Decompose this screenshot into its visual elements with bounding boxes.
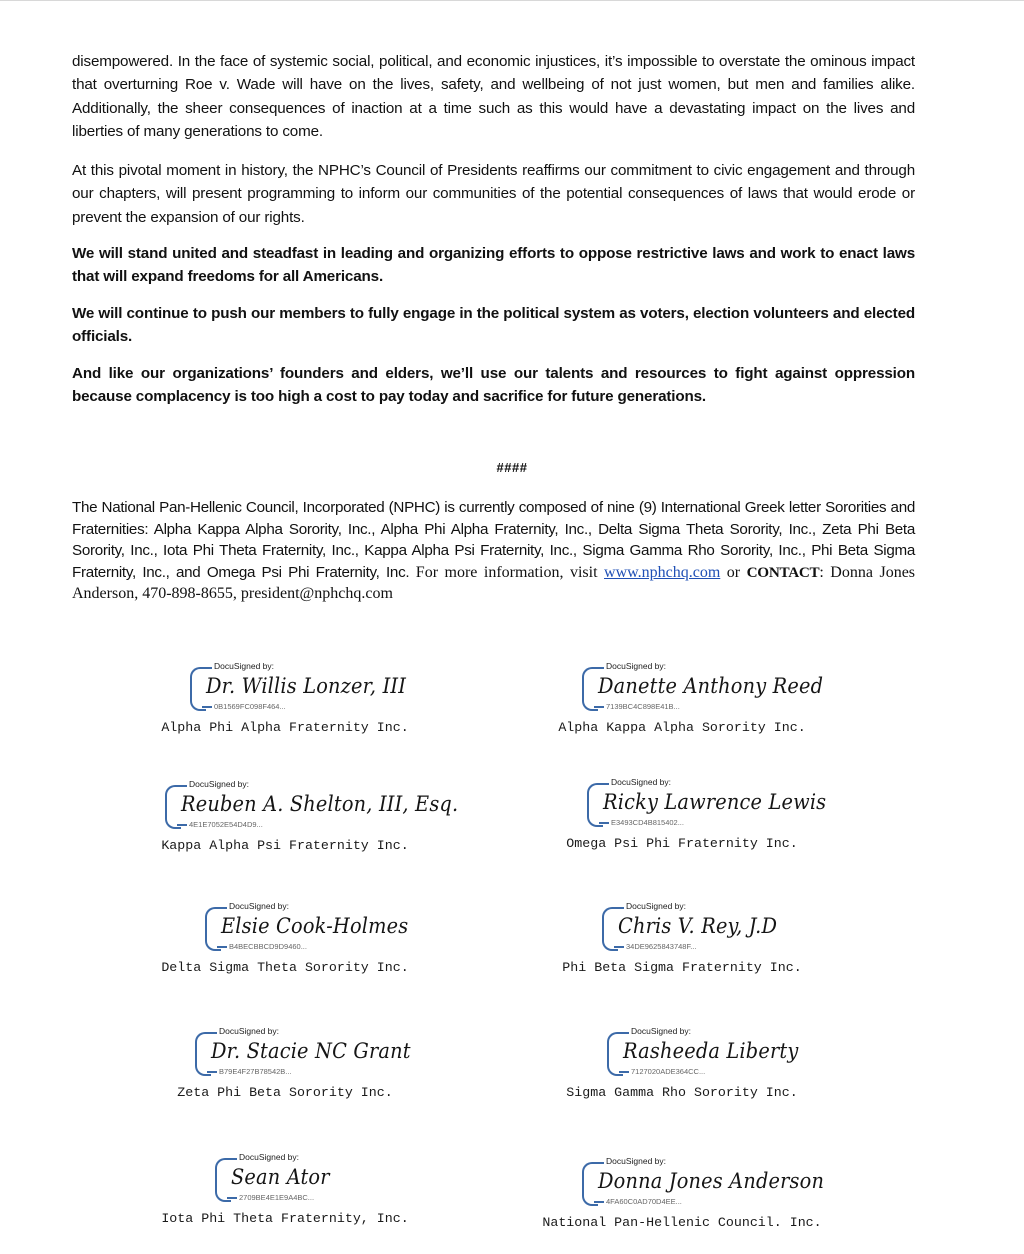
envelope-id: 4E1E7052E54D4D9... xyxy=(189,820,263,829)
paragraph-4-bold xyxy=(72,302,915,349)
signature-handwriting: Sean Ator xyxy=(231,1165,330,1189)
boilerplate-paragraph xyxy=(72,497,915,605)
signature-handwriting: Elsie Cook-Holmes xyxy=(221,914,409,938)
signature-block xyxy=(125,1153,445,1226)
signature-handwriting: Reuben A. Shelton, III, Esq. xyxy=(181,792,459,816)
signature-handwriting: Donna Jones Anderson xyxy=(598,1169,825,1193)
docusign-bracket-icon xyxy=(582,1162,598,1206)
organization-name: Iota Phi Theta Fraternity, Inc. xyxy=(161,1211,409,1226)
docusign-bracket-icon xyxy=(195,1032,211,1076)
docusign-box xyxy=(582,661,824,714)
signature-block xyxy=(125,1027,445,1100)
docusign-box xyxy=(582,1156,825,1209)
docusign-bracket-icon xyxy=(607,1032,623,1076)
docusign-box xyxy=(190,661,407,714)
docusigned-by-label: DocuSigned by: xyxy=(214,661,275,671)
envelope-id: 2709BE4E1E9A4BC... xyxy=(239,1193,315,1202)
paragraph-1 xyxy=(72,50,915,143)
envelope-id: 0B1569FC098F464... xyxy=(214,702,286,711)
signature-block xyxy=(522,1027,842,1100)
signature-handwriting: Dr. Willis Lonzer, III xyxy=(206,674,407,698)
organization-name: Sigma Gamma Rho Sorority Inc. xyxy=(566,1085,798,1100)
docusigned-by-label: DocuSigned by: xyxy=(606,1156,667,1166)
docusign-bracket-icon xyxy=(602,907,618,951)
docusign-bracket-icon xyxy=(215,1158,231,1202)
contact-label: CONTACT xyxy=(746,563,820,581)
more-info-text: For more information, visit xyxy=(409,563,605,581)
paragraph-5-bold xyxy=(72,362,915,409)
organization-name: Alpha Phi Alpha Fraternity Inc. xyxy=(161,720,409,735)
contact-text: : Donna Jones Anderson, 470-898-8655, president@nphchq.com xyxy=(72,563,916,603)
envelope-id: B79E4F27B78542B... xyxy=(219,1067,292,1076)
signature-block xyxy=(522,778,842,851)
docusign-box xyxy=(215,1153,355,1205)
organization-name: Kappa Alpha Psi Fraternity Inc. xyxy=(161,838,409,853)
boilerplate-text: The National Pan-Hellenic Council, Incorporated (NPHC) is currently composed of nine (9) International Greek letter Sororities and Fraternities: Alpha Kappa Alpha Sorority, Inc., Alpha Phi Alpha Fraternity, Inc., Delta Sigma Theta Sorority, Inc., Zeta Phi Beta Sorority, Inc., Iota Phi Theta Fraternity, Inc., Kappa Alpha Psi Fraternity, Inc., Sigma Gamma Rho Sorority, Inc., Phi Beta Sigma Fraternity, Inc., and Omega Psi Phi Fraternity, Inc. xyxy=(72,499,915,581)
envelope-id: E3493CD4B815402... xyxy=(611,818,684,827)
docusigned-by-label: DocuSigned by: xyxy=(229,901,290,911)
organization-name: Phi Beta Sigma Fraternity Inc. xyxy=(562,960,802,975)
docusign-box xyxy=(195,1026,411,1079)
paragraph-2 xyxy=(72,159,915,229)
docusign-box xyxy=(205,901,409,954)
organization-name: Delta Sigma Theta Sorority Inc. xyxy=(161,960,409,975)
signature-handwriting: Ricky Lawrence Lewis xyxy=(603,790,827,814)
or-text: or xyxy=(720,563,747,581)
signature-handwriting: Chris V. Rey, J.D xyxy=(618,914,778,938)
envelope-id: 4FA60C0AD70D4EE... xyxy=(606,1197,682,1206)
docusign-box xyxy=(607,1026,799,1079)
signature-block xyxy=(522,902,842,975)
signature-handwriting: Danette Anthony Reed xyxy=(598,674,824,698)
docusign-box xyxy=(165,779,459,832)
signature-block xyxy=(125,902,445,975)
docusigned-by-label: DocuSigned by: xyxy=(611,777,672,787)
docusigned-by-label: DocuSigned by: xyxy=(606,661,667,671)
organization-name: Zeta Phi Beta Sorority Inc. xyxy=(177,1085,393,1100)
paragraph-1-text: disempowered. In the face of systemic social, political, and economic injustices, it’s impossible to overstate the ominous impact that overturning Roe v. Wade will have on the lives, safety, and wellbeing of not just women, but men and families alike. Additionally, the sheer consequences of inaction at a time such as this would have a devastating impact on the lives and liberties of many generations to come. xyxy=(72,53,915,140)
signature-block xyxy=(125,662,445,735)
envelope-id: 7127020ADE364CC... xyxy=(631,1067,706,1076)
docusign-bracket-icon xyxy=(587,783,603,827)
paragraph-3-text: We will stand united and steadfast in leading and organizing efforts to oppose restrictive laws and work to enact laws that will expand freedoms for all Americans. xyxy=(72,245,915,286)
organization-name: Alpha Kappa Alpha Sorority Inc. xyxy=(558,720,806,735)
docusigned-by-label: DocuSigned by: xyxy=(189,779,250,789)
page-top-border xyxy=(0,0,1024,1)
docusign-bracket-icon xyxy=(165,785,181,829)
docusigned-by-label: DocuSigned by: xyxy=(631,1026,692,1036)
organization-name: Omega Psi Phi Fraternity Inc. xyxy=(566,836,798,851)
docusigned-by-label: DocuSigned by: xyxy=(626,901,687,911)
paragraph-4-text: We will continue to push our members to fully engage in the political system as voters, election volunteers and elected officials. xyxy=(72,305,915,346)
envelope-id: 34DE9625843748F... xyxy=(626,942,697,951)
signature-handwriting: Dr. Stacie NC Grant xyxy=(211,1039,411,1063)
paragraph-3-bold xyxy=(72,242,915,289)
docusigned-by-label: DocuSigned by: xyxy=(219,1026,280,1036)
website-link[interactable]: www.nphchq.com xyxy=(604,563,721,581)
docusign-box xyxy=(587,777,827,830)
signature-block xyxy=(125,779,459,853)
paragraph-2-text: At this pivotal moment in history, the NPHC’s Council of Presidents reaffirms our commitment to civic engagement and through our chapters, will present programming to inform our communities of the potential consequences of laws that would erode or prevent the expansion of our rights. xyxy=(72,162,915,226)
paragraph-5-text: And like our organizations’ founders and elders, we’ll use our talents and resources to fight against oppression because complacency is too high a cost to pay today and sacrifice for future generations. xyxy=(72,365,915,406)
docusign-box xyxy=(602,901,778,954)
end-separator: #### xyxy=(496,460,528,475)
envelope-id: 7139BC4C898E41B... xyxy=(606,702,680,711)
envelope-id: B4BECBBCD9D9460... xyxy=(229,942,307,951)
organization-name: National Pan-Hellenic Council. Inc. xyxy=(542,1215,822,1230)
docusign-bracket-icon xyxy=(190,667,206,711)
signature-handwriting: Rasheeda Liberty xyxy=(623,1039,799,1063)
docusigned-by-label: DocuSigned by: xyxy=(239,1152,300,1162)
docusign-bracket-icon xyxy=(205,907,221,951)
docusign-bracket-icon xyxy=(582,667,598,711)
signature-block xyxy=(522,662,842,735)
signature-block xyxy=(522,1157,842,1230)
